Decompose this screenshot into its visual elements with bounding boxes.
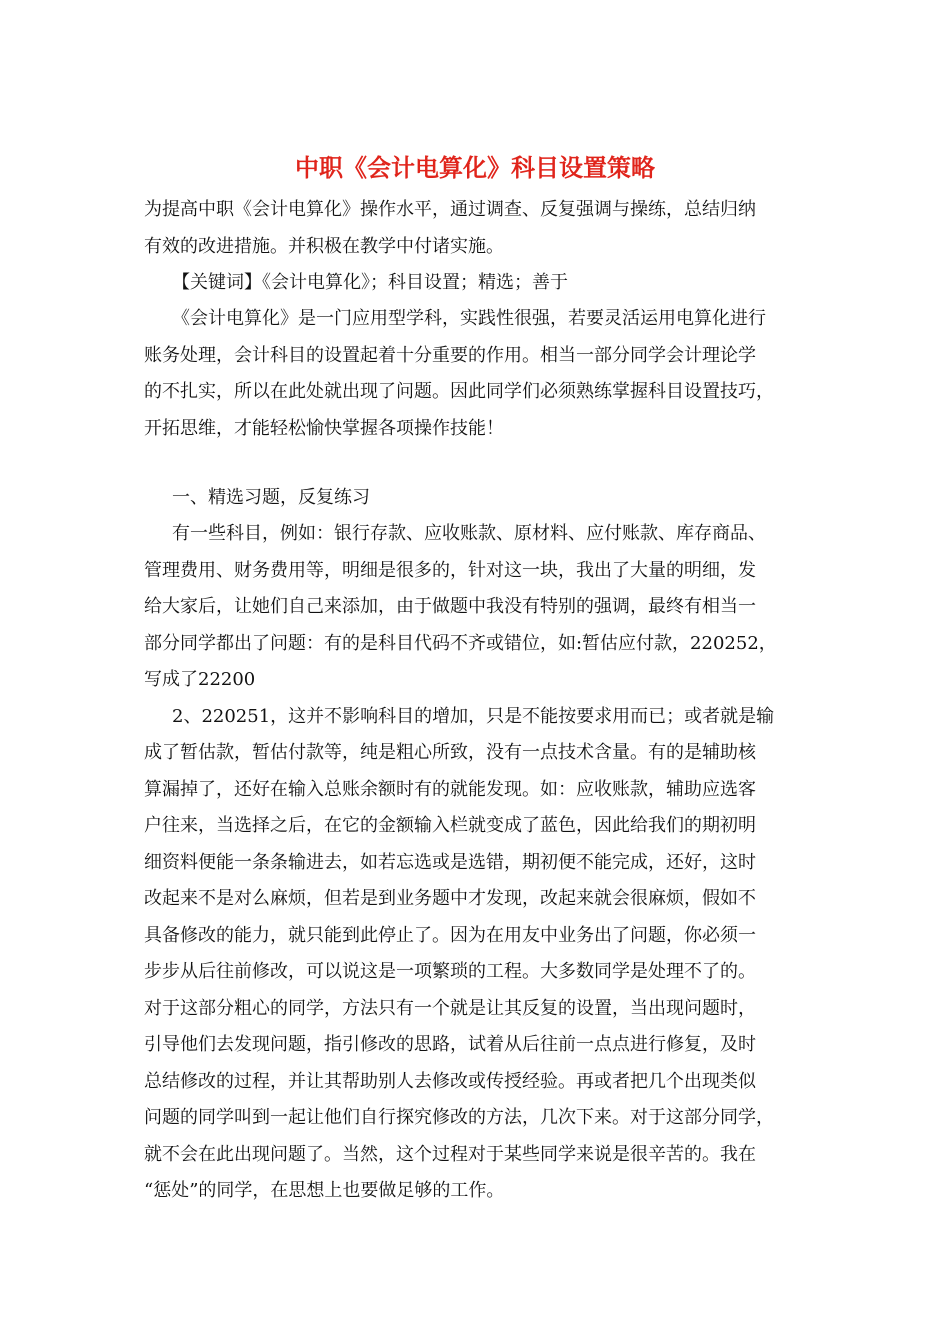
section-heading: 一、精选习题，反复练习	[172, 487, 370, 508]
body-line: 《会计电算化》是一门应用型学科，实践性很强，若要灵活运用电算化进行	[172, 308, 766, 329]
body-line: 成了暂估款，暂估付款等，纯是粗心所致，没有一点技术含量。有的是辅助核	[144, 742, 756, 763]
body-line: 给大家后，让她们自己来添加，由于做题中我没有特别的强调，最终有相当一	[144, 596, 756, 617]
body-line: 细资料便能一条条输进去，如若忘选或是选错，期初便不能完成，还好，这时	[144, 852, 756, 873]
body-line: 为提高中职《会计电算化》操作水平，通过调查、反复强调与操练，总结归纳	[144, 199, 756, 220]
body-line: 2、220251，这并不影响科目的增加，只是不能按要求用而已；或者就是输	[172, 706, 775, 727]
body-line: 算漏掉了，还好在输入总账余额时有的就能发现。如：应收账款，辅助应选客	[144, 779, 756, 800]
document-title: 中职《会计电算化》科目设置策略	[295, 153, 655, 182]
body-line: 写成了22200	[144, 669, 256, 690]
body-line: 对于这部分粗心的同学，方法只有一个就是让其反复的设置，当出现问题时，	[144, 998, 756, 1019]
body-line: 账务处理，会计科目的设置起着十分重要的作用。相当一部分同学会计理论学	[144, 345, 756, 366]
body-line: 问题的同学叫到一起让他们自行探究修改的方法，几次下来。对于这部分同学，	[144, 1107, 774, 1128]
body-line: 改起来不是对么麻烦，但若是到业务题中才发现，改起来就会很麻烦，假如不	[144, 888, 756, 909]
body-line: 部分同学都出了问题：有的是科目代码不齐或错位，如:暂估应付款，220252，	[144, 633, 777, 654]
body-line: 管理费用、财务费用等，明细是很多的，针对这一块，我出了大量的明细，发	[144, 560, 756, 581]
body-line: 总结修改的过程，并让其帮助别人去修改或传授经验。再或者把几个出现类似	[144, 1071, 756, 1092]
body-line: 的不扎实，所以在此处就出现了问题。因此同学们必须熟练掌握科目设置技巧，	[144, 381, 774, 402]
body-line: 具备修改的能力，就只能到此停止了。因为在用友中业务出了问题，你必须一	[144, 925, 756, 946]
keywords-line: 【关键词】《会计电算化》；科目设置；精选；善于	[172, 272, 568, 293]
body-line: 开拓思维，才能轻松愉快掌握各项操作技能！	[144, 418, 504, 439]
body-line: 户往来，当选择之后，在它的金额输入栏就变成了蓝色，因此给我们的期初明	[144, 815, 756, 836]
body-line: 有一些科目，例如：银行存款、应收账款、原材料、应付账款、库存商品、	[172, 523, 766, 544]
body-line: 引导他们去发现问题，指引修改的思路，试着从后往前一点点进行修复，及时	[144, 1034, 756, 1055]
body-line: 就不会在此出现问题了。当然，这个过程对于某些同学来说是很辛苦的。我在	[144, 1144, 756, 1165]
body-line: 有效的改进措施。并积极在教学中付诸实施。	[144, 236, 504, 257]
body-line: “惩处”的同学，在思想上也要做足够的工作。	[144, 1180, 505, 1201]
body-line: 步步从后往前修改，可以说这是一项繁琐的工程。大多数同学是处理不了的。	[144, 961, 756, 982]
